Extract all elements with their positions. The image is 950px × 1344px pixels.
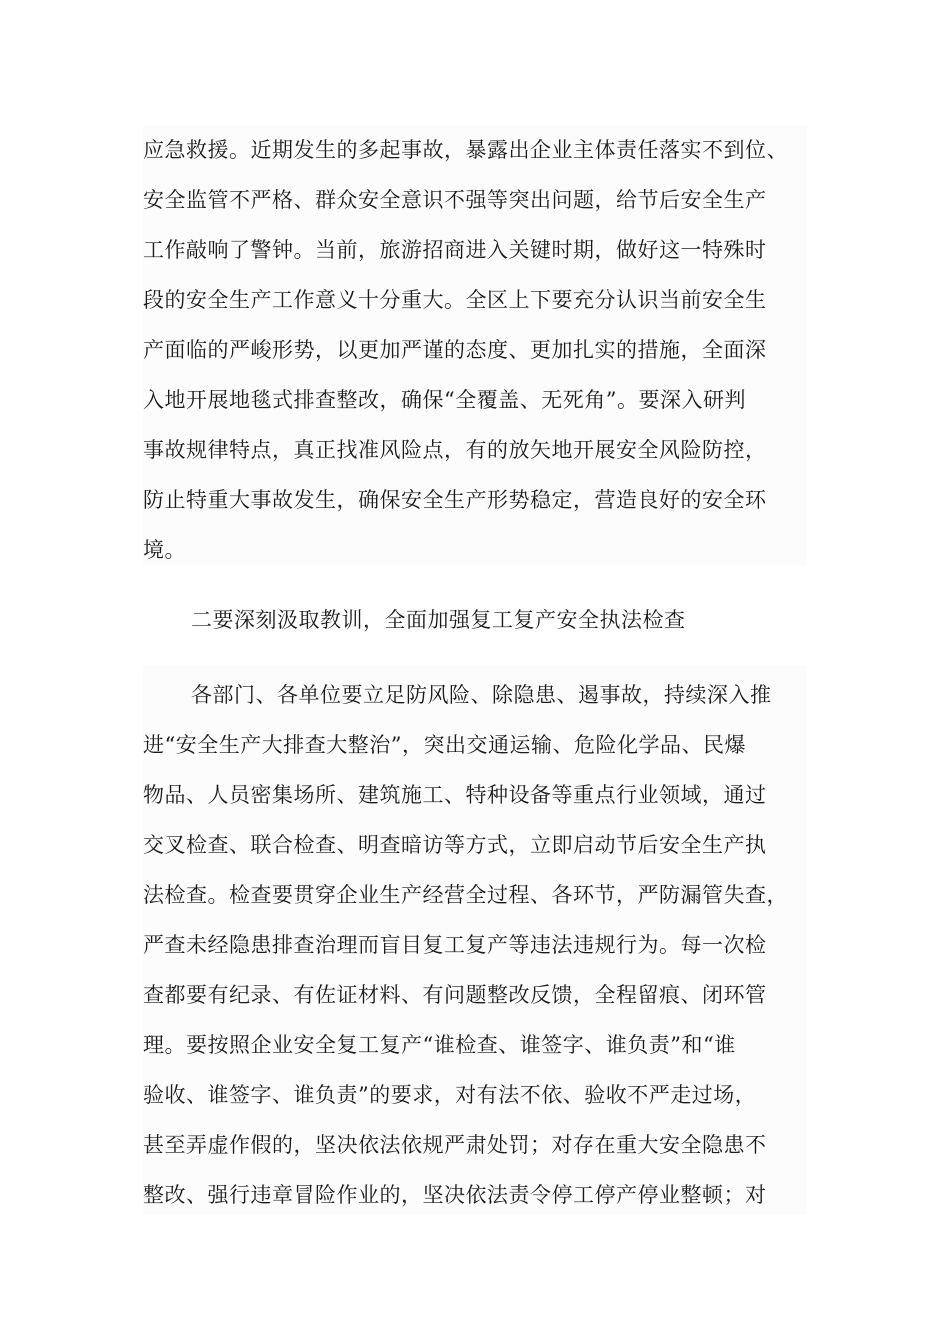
paragraph-line: 防止特重大事故发生，确保安全生产形势稳定，营造良好的安全环: [143, 488, 767, 512]
paragraph-line: 各部门、各单位要立足防风险、除隐患、遏事故，持续深入推: [191, 683, 772, 707]
paragraph-line: 验收、谁签字、谁负责”的要求，对有法不依、验收不严走过场，: [143, 1083, 757, 1107]
paragraph-line: 进“安全生产大排查大整治”，突出交通运输、危险化学品、民爆: [143, 733, 746, 757]
paragraph-line: 工作敲响了警钟。当前，旅游招商进入关键时期，做好这一特殊时: [143, 238, 767, 262]
paragraph-line: 查都要有纪录、有佐证材料、有问题整改反馈，全程留痕、闭环管: [143, 983, 767, 1007]
paragraph-line: 法检查。检查要贯穿企业生产经营全过程、各环节，严防漏管失查，: [143, 883, 788, 907]
paragraph-line: 段的安全生产工作意义十分重大。全区上下要充分认识当前安全生: [143, 288, 767, 312]
paragraph-line: 事故规律特点，真正找准风险点，有的放矢地开展安全风险防控，: [143, 438, 767, 462]
paragraph-emergency-rescue: [143, 125, 807, 565]
section-heading-text: 二要深刻汲取教训，全面加强复工复产安全执法检查: [191, 608, 686, 632]
paragraph-line: 整改、强行违章冒险作业的，坚决依法责令停工停产停业整顿；对: [143, 1183, 767, 1207]
paragraph-line: 理。要按照企业安全复工复产“谁检查、谁签字、谁负责”和“谁: [143, 1033, 736, 1057]
paragraph-line: 交叉检查、联合检查、明查暗访等方式，立即启动节后安全生产执: [143, 833, 767, 857]
paragraph-line: 入地开展地毯式排查整改，确保“全覆盖、无死角”。要深入研判: [143, 388, 746, 412]
paragraph-line: 物品、人员密集场所、建筑施工、特种设备等重点行业领域，通过: [143, 783, 767, 807]
paragraph-line: 安全监管不严格、群众安全意识不强等突出问题，给节后安全生产: [143, 188, 767, 212]
paragraph-line: 甚至弄虚作假的，坚决依法依规严肃处罚；对存在重大安全隐患不: [143, 1133, 767, 1157]
paragraph-line: 产面临的严峻形势，以更加严谨的态度、更加扎实的措施，全面深: [143, 338, 767, 362]
paragraph-line: 严查未经隐患排查治理而盲目复工复产等违法违规行为。每一次检: [143, 933, 767, 957]
paragraph-line: 应急救援。近期发生的多起事故，暴露出企业主体责任落实不到位、: [143, 138, 788, 162]
paragraph-line: 境。: [143, 538, 186, 562]
paragraph-inspection: [143, 665, 807, 1215]
section-heading: [143, 590, 807, 640]
